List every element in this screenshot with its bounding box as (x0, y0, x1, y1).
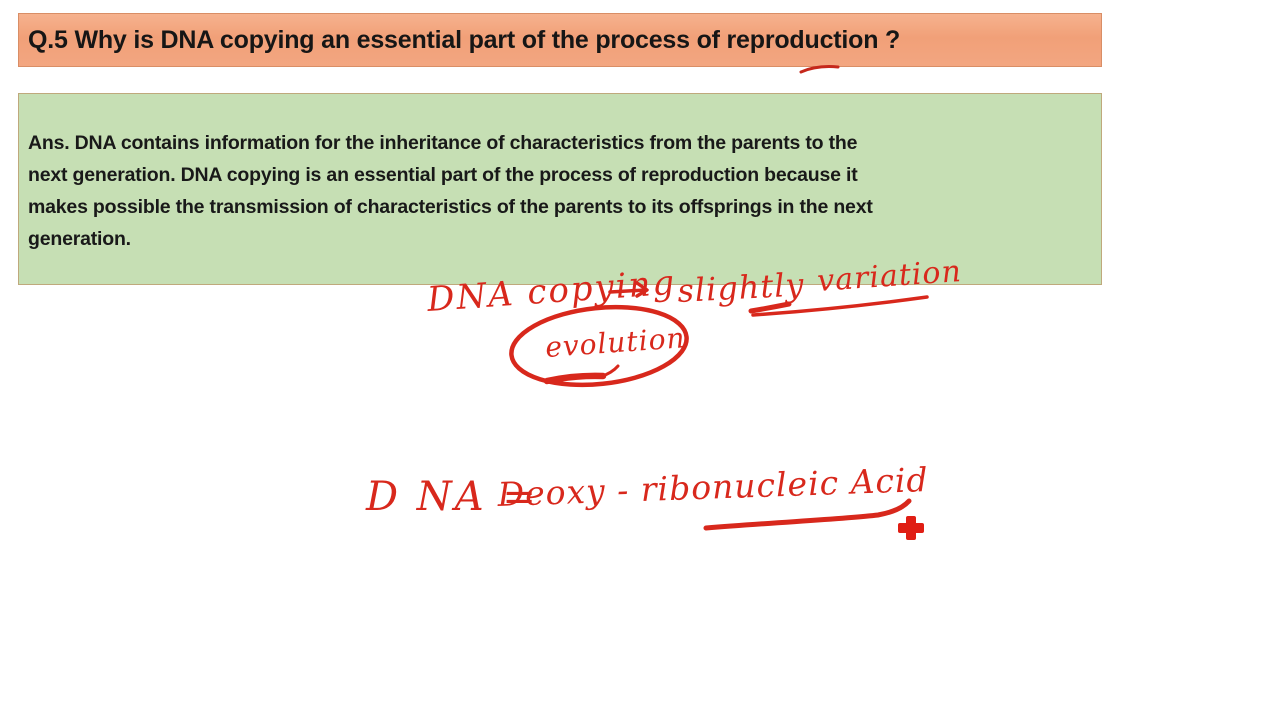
underline-evolution-tail (600, 366, 618, 377)
annotation-evolution: evolution (544, 321, 687, 364)
answer-text-line: generation. (28, 228, 131, 250)
annotation-variation: variation (816, 253, 963, 299)
underline-evolution (547, 376, 603, 381)
annotation-deoxyribonucleic-acid: Deoxy - ribonucleic Acid (496, 459, 930, 514)
annotation-slightly: slightly (676, 265, 806, 310)
question-title: Q.5 Why is DNA copying an essential part of the process of reproduction ? (28, 25, 901, 54)
answer-text-line: Ans. DNA contains information for the inheritance of characteristics from the parents to the (28, 132, 858, 154)
annotation-dna-copying: DNA copying (425, 262, 678, 320)
answer-text-line: makes possible the transmission of characteristics of the parents to its offsprings in the next (28, 196, 873, 218)
tick-mark-under-question (801, 67, 838, 72)
annotation-dna-equals: D NA = (366, 474, 539, 520)
answer-text-line: next generation. DNA copying is an essential part of the process of reproduction because it (28, 164, 858, 186)
pen-cursor-marker (898, 516, 924, 540)
